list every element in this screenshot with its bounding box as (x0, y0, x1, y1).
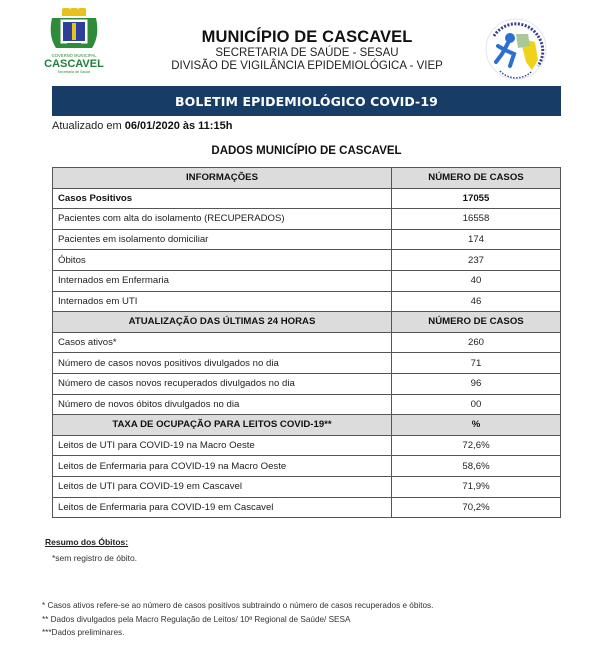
table-row (53, 250, 561, 271)
secretaria-subtitle: SECRETARIA DE SAÚDE - SESAU (215, 47, 399, 59)
column-header-count: NÚMERO DE CASOS (392, 168, 561, 189)
row-label: Casos Positivos (53, 188, 392, 209)
column-header-count: NÚMERO DE CASOS (392, 312, 561, 333)
table-row (53, 209, 561, 230)
row-label: Casos ativos* (53, 332, 392, 353)
cascavel-coat-of-arms-icon (34, 8, 114, 74)
row-value: 40 (392, 270, 561, 291)
logo-line2: CASCAVEL (44, 58, 104, 70)
row-label: Internados em UTI (53, 291, 392, 312)
row-label: Leitos de Enfermaria para COVID-19 em Cascavel (53, 497, 392, 518)
table-row (53, 497, 561, 518)
column-header-occupancy: TAXA DE OCUPAÇÃO PARA LEITOS COVID-19** (53, 415, 392, 436)
row-value: 72,6% (392, 435, 561, 456)
footnote-1: * Casos ativos refere-se ao número de casos positivos subtraindo o número de casos recuperados e óbitos. (42, 601, 434, 610)
row-label: Internados em Enfermaria (53, 270, 392, 291)
table-row (53, 456, 561, 477)
table-header-row (53, 415, 561, 436)
table-row (53, 394, 561, 415)
column-header-percent: % (392, 415, 561, 436)
resumo-obitos-title: Resumo dos Óbitos: (45, 537, 129, 547)
footnote-2: ** Dados divulgados pela Macro Regulação de Leitos/ 10ª Regional de Saúde/ SESA (42, 614, 351, 624)
updated-line (52, 120, 232, 132)
resumo-obitos-note: *sem registro de óbito. (52, 553, 138, 563)
row-value: 58,6% (392, 456, 561, 477)
row-label: Óbitos (53, 250, 392, 271)
table-row (53, 270, 561, 291)
row-value: 71 (392, 353, 561, 374)
table-row (53, 373, 561, 394)
row-value: 70,2% (392, 497, 561, 518)
row-label: Número de novos óbitos divulgados no dia (53, 394, 392, 415)
municipality-title: MUNICÍPIO DE CASCAVEL (201, 28, 413, 46)
covid-data-table (52, 167, 561, 518)
row-value: 71,9% (392, 476, 561, 497)
divisao-subtitle: DIVISÃO DE VIGILÂNCIA EPIDEMIOLÓGICA - VIEP (171, 60, 443, 72)
logo-line1: GOVERNO MUNICIPAL (51, 53, 97, 58)
row-value: 260 (392, 332, 561, 353)
row-label: Pacientes com alta do isolamento (RECUPERADOS) (53, 209, 392, 230)
table-row (53, 291, 561, 312)
table-row (53, 353, 561, 374)
table-row (53, 476, 561, 497)
table-header-row (53, 168, 561, 189)
table-row (53, 435, 561, 456)
row-value: 174 (392, 229, 561, 250)
table-row (53, 332, 561, 353)
row-value: 00 (392, 394, 561, 415)
vigilancia-logo (480, 16, 552, 82)
footnote-3: ***Dados preliminares. (42, 628, 125, 637)
table-row (53, 229, 561, 250)
table-header-row (53, 312, 561, 333)
table-row (53, 188, 561, 209)
row-label: Leitos de UTI para COVID-19 na Macro Oeste (53, 435, 392, 456)
row-value: 237 (392, 250, 561, 271)
row-label: Número de casos novos positivos divulgados no dia (53, 353, 392, 374)
logo-line3: Secretaria de Saúde (57, 70, 91, 74)
row-value: 16558 (392, 209, 561, 230)
row-label: Número de casos novos recuperados divulgados no dia (53, 373, 392, 394)
row-label: Leitos de Enfermaria para COVID-19 na Macro Oeste (53, 456, 392, 477)
column-header-24h: ATUALIZAÇÃO DAS ÚLTIMAS 24 HORAS (53, 312, 392, 333)
document-header (150, 28, 464, 73)
row-value: 17055 (392, 188, 561, 209)
cascavel-logo (34, 8, 114, 74)
column-header-info: INFORMAÇÕES (53, 168, 392, 189)
bulletin-banner (52, 86, 561, 116)
row-label: Leitos de UTI para COVID-19 em Cascavel (53, 476, 392, 497)
updated-prefix: Atualizado em (52, 120, 125, 132)
row-value: 96 (392, 373, 561, 394)
section-title: DADOS MUNICÍPIO DE CASCAVEL (211, 145, 402, 157)
footnotes (42, 599, 433, 640)
row-value: 46 (392, 291, 561, 312)
updated-datetime: 06/01/2020 às 11:15h (124, 120, 233, 132)
bulletin-title: BOLETIM EPIDEMIOLÓGICO COVID-19 (175, 93, 438, 109)
row-label: Pacientes em isolamento domiciliar (53, 229, 392, 250)
vigilancia-epidemiologica-logo-icon (480, 16, 552, 82)
